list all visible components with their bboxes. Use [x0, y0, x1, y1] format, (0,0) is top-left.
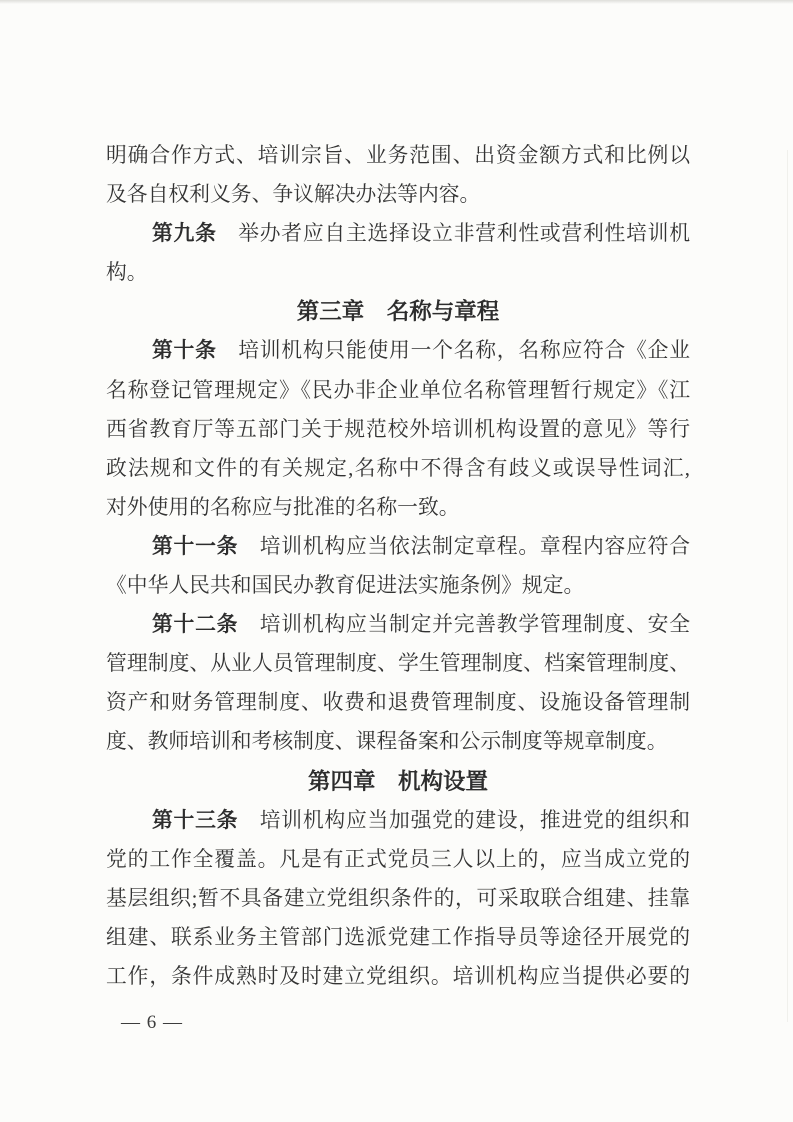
chapter-heading: 第三章 名称与章程 — [296, 299, 500, 325]
text-line: 政法规和文件的有关规定,名称中不得含有歧义或误导性词汇, — [106, 456, 690, 480]
article-number: 第十二条 — [152, 613, 239, 637]
document-body — [106, 136, 690, 996]
text-line — [106, 331, 690, 370]
text-line: 西省教育厅等五部门关于规范校外培训机构设置的意见》等行 — [106, 417, 690, 441]
scan-top-edge-shadow — [0, 0, 793, 4]
text-line — [106, 605, 690, 644]
page-number: — 6 — — [121, 1012, 183, 1033]
article-number: 第十一条 — [152, 534, 239, 558]
text-line: 管理制度、从业人员管理制度、学生管理制度、档案管理制度、 — [106, 652, 690, 676]
text-line: 资产和财务管理制度、收费和退费管理制度、设施设备管理制 — [106, 691, 690, 715]
text-line: 明确合作方式、培训宗旨、业务范围、出资金额方式和比例以 — [106, 144, 690, 167]
text-line: 组建、联系业务主管部门选派党建工作指导员等途径开展党的 — [106, 925, 690, 949]
article-text: 培训机构应当加强党的建设，推进党的组织和 — [238, 808, 691, 832]
article-text: 培训机构应当依法制定章程。章程内容应符合 — [238, 534, 691, 558]
article-number: 第十三条 — [152, 808, 239, 832]
text-line: 工作，条件成熟时及时建立党组织。培训机构应当提供必要的 — [106, 964, 690, 988]
scan-right-edge-shadow — [787, 150, 788, 1022]
article-text: 举办者应自主选择设立非营利性或营利性培训机 — [216, 222, 691, 246]
text-line — [106, 214, 690, 253]
text-line: 及各自权利义务、争议解决办法等内容。 — [106, 183, 481, 207]
text-line: 对外使用的名称应与批准的名称一致。 — [106, 495, 460, 519]
article-number: 第十条 — [152, 339, 217, 363]
article-text: 培训机构应当制定并完善教学管理制度、安全 — [238, 613, 691, 637]
text-line: 党的工作全覆盖。凡是有正式党员三人以上的，应当成立党的 — [106, 847, 690, 871]
text-line: 基层组织;暂不具备建立党组织条件的，可采取联合组建、挂靠 — [106, 886, 690, 910]
text-line: 度、教师培训和考核制度、课程备案和公示制度等规章制度。 — [106, 730, 668, 754]
text-line: 构。 — [106, 261, 148, 285]
text-line — [106, 801, 690, 840]
text-line: 名称登记管理规定》《民办非企业单位名称管理暂行规定》《江 — [106, 378, 690, 402]
text-line: 《中华人民共和国民办教育促进法实施条例》规定。 — [106, 574, 585, 598]
text-line — [106, 527, 690, 566]
article-text: 培训机构只能使用一个名称，名称应符合《企业 — [216, 339, 691, 363]
article-number: 第九条 — [152, 222, 217, 246]
chapter-heading: 第四章 机构设置 — [307, 768, 488, 794]
